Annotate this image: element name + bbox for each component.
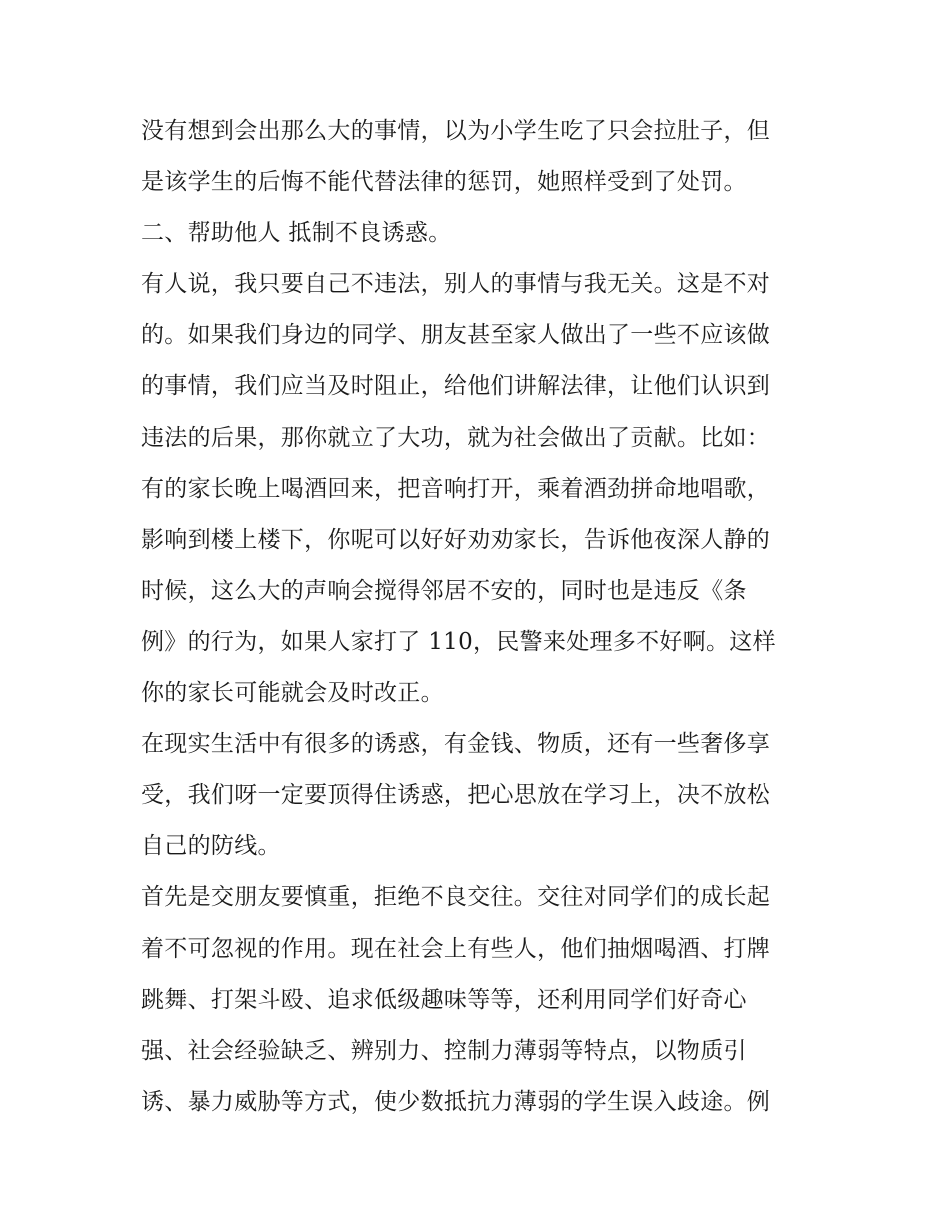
text-line: 的。如果我们身边的同学、朋友甚至家人做出了一些不应该做	[141, 322, 771, 349]
text-line: 你的家长可能就会及时改正。	[141, 680, 444, 707]
text-line: 没有想到会出那么大的事情，以为小学生吃了只会拉肚子，但	[141, 118, 771, 144]
text-line: 跳舞、打架斗殴、追求低级趣味等等，还利用同学们好奇心	[141, 986, 747, 1013]
text-line: 有人说，我只要自己不违法，别人的事情与我无关。这是不对	[141, 271, 771, 298]
text-line: 诱、暴力威胁等方式，使少数抵抗力薄弱的学生误入歧途。例	[141, 1088, 771, 1115]
text-line: 首先是交朋友要慎重，拒绝不良交往。交往对同学们的成长起	[141, 884, 771, 911]
text-line: 有的家长晚上喝酒回来，把音响打开，乘着酒劲拼命地唱歌，	[141, 475, 771, 502]
text-line: 影响到楼上楼下，你呢可以好好劝劝家长，告诉他夜深人静的	[141, 526, 771, 553]
text-line: 受，我们呀一定要顶得住诱惑，把心思放在学习上，决不放松	[141, 782, 771, 809]
text-line: 是该学生的后悔不能代替法律的惩罚，她照样受到了处罚。	[141, 169, 747, 196]
text-line: 违法的后果，那你就立了大功，就为社会做出了贡献。比如：	[141, 424, 771, 451]
body-text	[141, 108, 821, 1130]
text-line: 例》的行为，如果人家打了 110，民警来处理多不好啊。这样	[141, 628, 776, 655]
text-line: 着不可忽视的作用。现在社会上有些人，他们抽烟喝酒、打牌	[141, 935, 771, 962]
text-line: 的事情，我们应当及时阻止，给他们讲解法律，让他们认识到	[141, 373, 771, 400]
section-heading: 二、帮助他人 抵制不良诱惑。	[141, 220, 452, 247]
text-line: 自己的防线。	[141, 833, 281, 860]
text-line: 在现实生活中有很多的诱惑，有金钱、物质，还有一些奢侈享	[141, 731, 771, 758]
text-line: 强、社会经验缺乏、辨别力、控制力薄弱等特点，以物质引	[141, 1037, 747, 1064]
text-line: 时候，这么大的声响会搅得邻居不安的，同时也是违反《条	[141, 577, 747, 604]
